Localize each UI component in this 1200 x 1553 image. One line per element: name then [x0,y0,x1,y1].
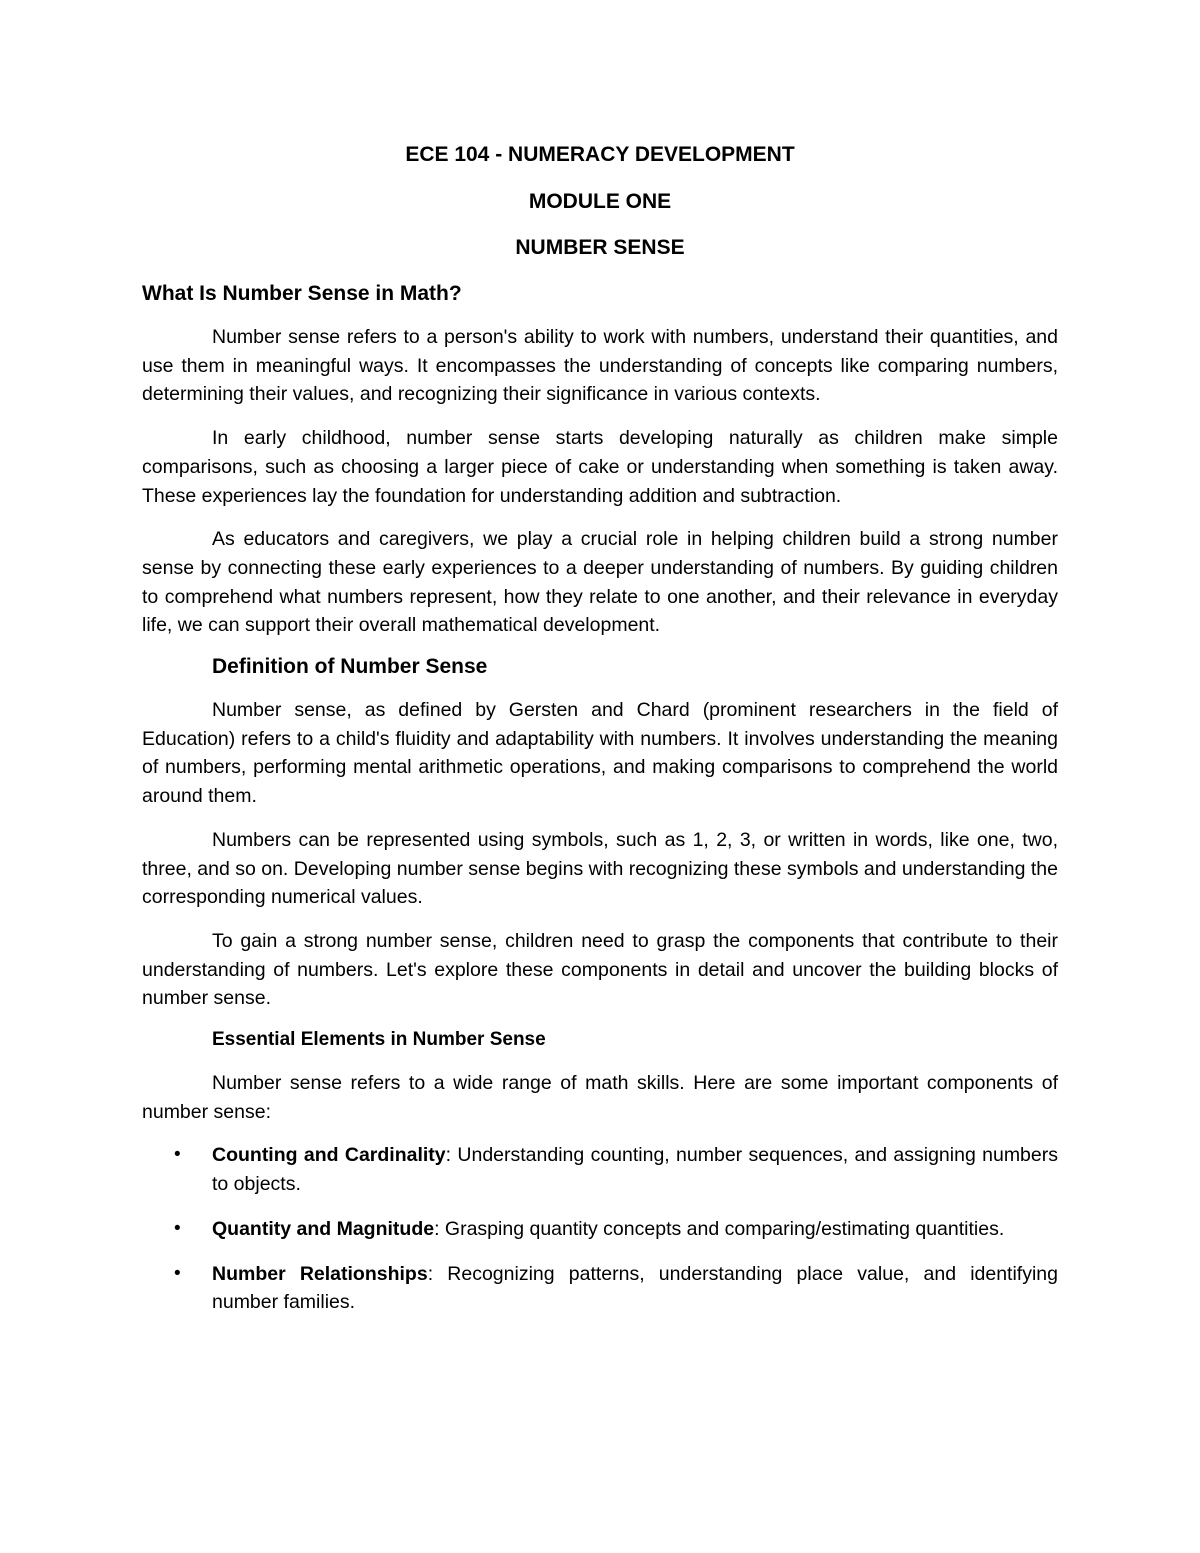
paragraph: Number sense refers to a person's ability to work with numbers, understand their quantities, and use them in meaningful ways. It encompasses the understanding of concepts like comparing numbers, determining their values, and recognizing their significance in various contexts. [142,326,1058,406]
paragraph: Numbers can be represented using symbols, such as 1, 2, 3, or written in words, like one, two, three, and so on. Developing number sense begins with recognizing these symbols and understanding the corresponding numerical values. [142,828,1058,909]
module-title: MODULE ONE [528,190,672,213]
section-heading-essential-elements: Essential Elements in Number Sense [212,1029,546,1051]
list-item-term: Quantity and Magnitude [212,1217,435,1240]
list-item [142,1215,1058,1244]
list-item-term: Counting and Cardinality [212,1144,446,1167]
list-item-description: : Understanding counting, number sequences, and assigning numbers to objects. [212,1144,1058,1196]
paragraph: To gain a strong number sense, children need to grasp the components that contribute to their understanding of numbers. Let's explore these components in detail and uncover the building blocks of number sense. [142,929,1058,1010]
section-heading-what-is-number-sense: What Is Number Sense in Math? [142,282,462,305]
topic-title: NUMBER SENSE [515,236,685,259]
section-heading-definition: Definition of Number Sense [212,655,488,679]
paragraph: In early childhood, number sense starts developing naturally as children make simple comparisons, such as choosing a larger piece of cake or understanding when something is taken away. These experiences lay the foundation for understanding addition and subtraction. [142,427,1058,507]
paragraph: Number sense, as defined by Gersten and Chard (prominent researchers in the field of Education) refers to a child's fluidity and adaptability with numbers. It involves understanding the meaning of numbers, performing mental arithmetic operations, and making comparisons to comprehend the world around them. [142,699,1058,808]
list-item-description: : Recognizing patterns, understanding place value, and identifying number families. [212,1262,1058,1314]
list-item [142,1141,1058,1198]
paragraph: As educators and caregivers, we play a crucial role in helping children build a strong number sense by connecting these early experiences to a deeper understanding of numbers. By guiding children to comprehend what numbers represent, how they relate to one another, and their relevance in everyday life, we can support their overall mathematical development. [142,528,1058,637]
list-item-description: : Grasping quantity concepts and comparing/estimating quantities. [434,1217,1005,1240]
bullet-icon: • [174,1144,181,1166]
bullet-icon: • [174,1262,181,1284]
bullet-icon: • [174,1217,181,1239]
list-item-term: Number Relationships [212,1262,428,1285]
components-list [142,1141,1058,1317]
list-item [142,1260,1058,1317]
course-title: ECE 104 - NUMERACY DEVELOPMENT [405,143,795,166]
paragraph: Number sense refers to a wide range of math skills. Here are some important components of number sense: [142,1072,1058,1123]
